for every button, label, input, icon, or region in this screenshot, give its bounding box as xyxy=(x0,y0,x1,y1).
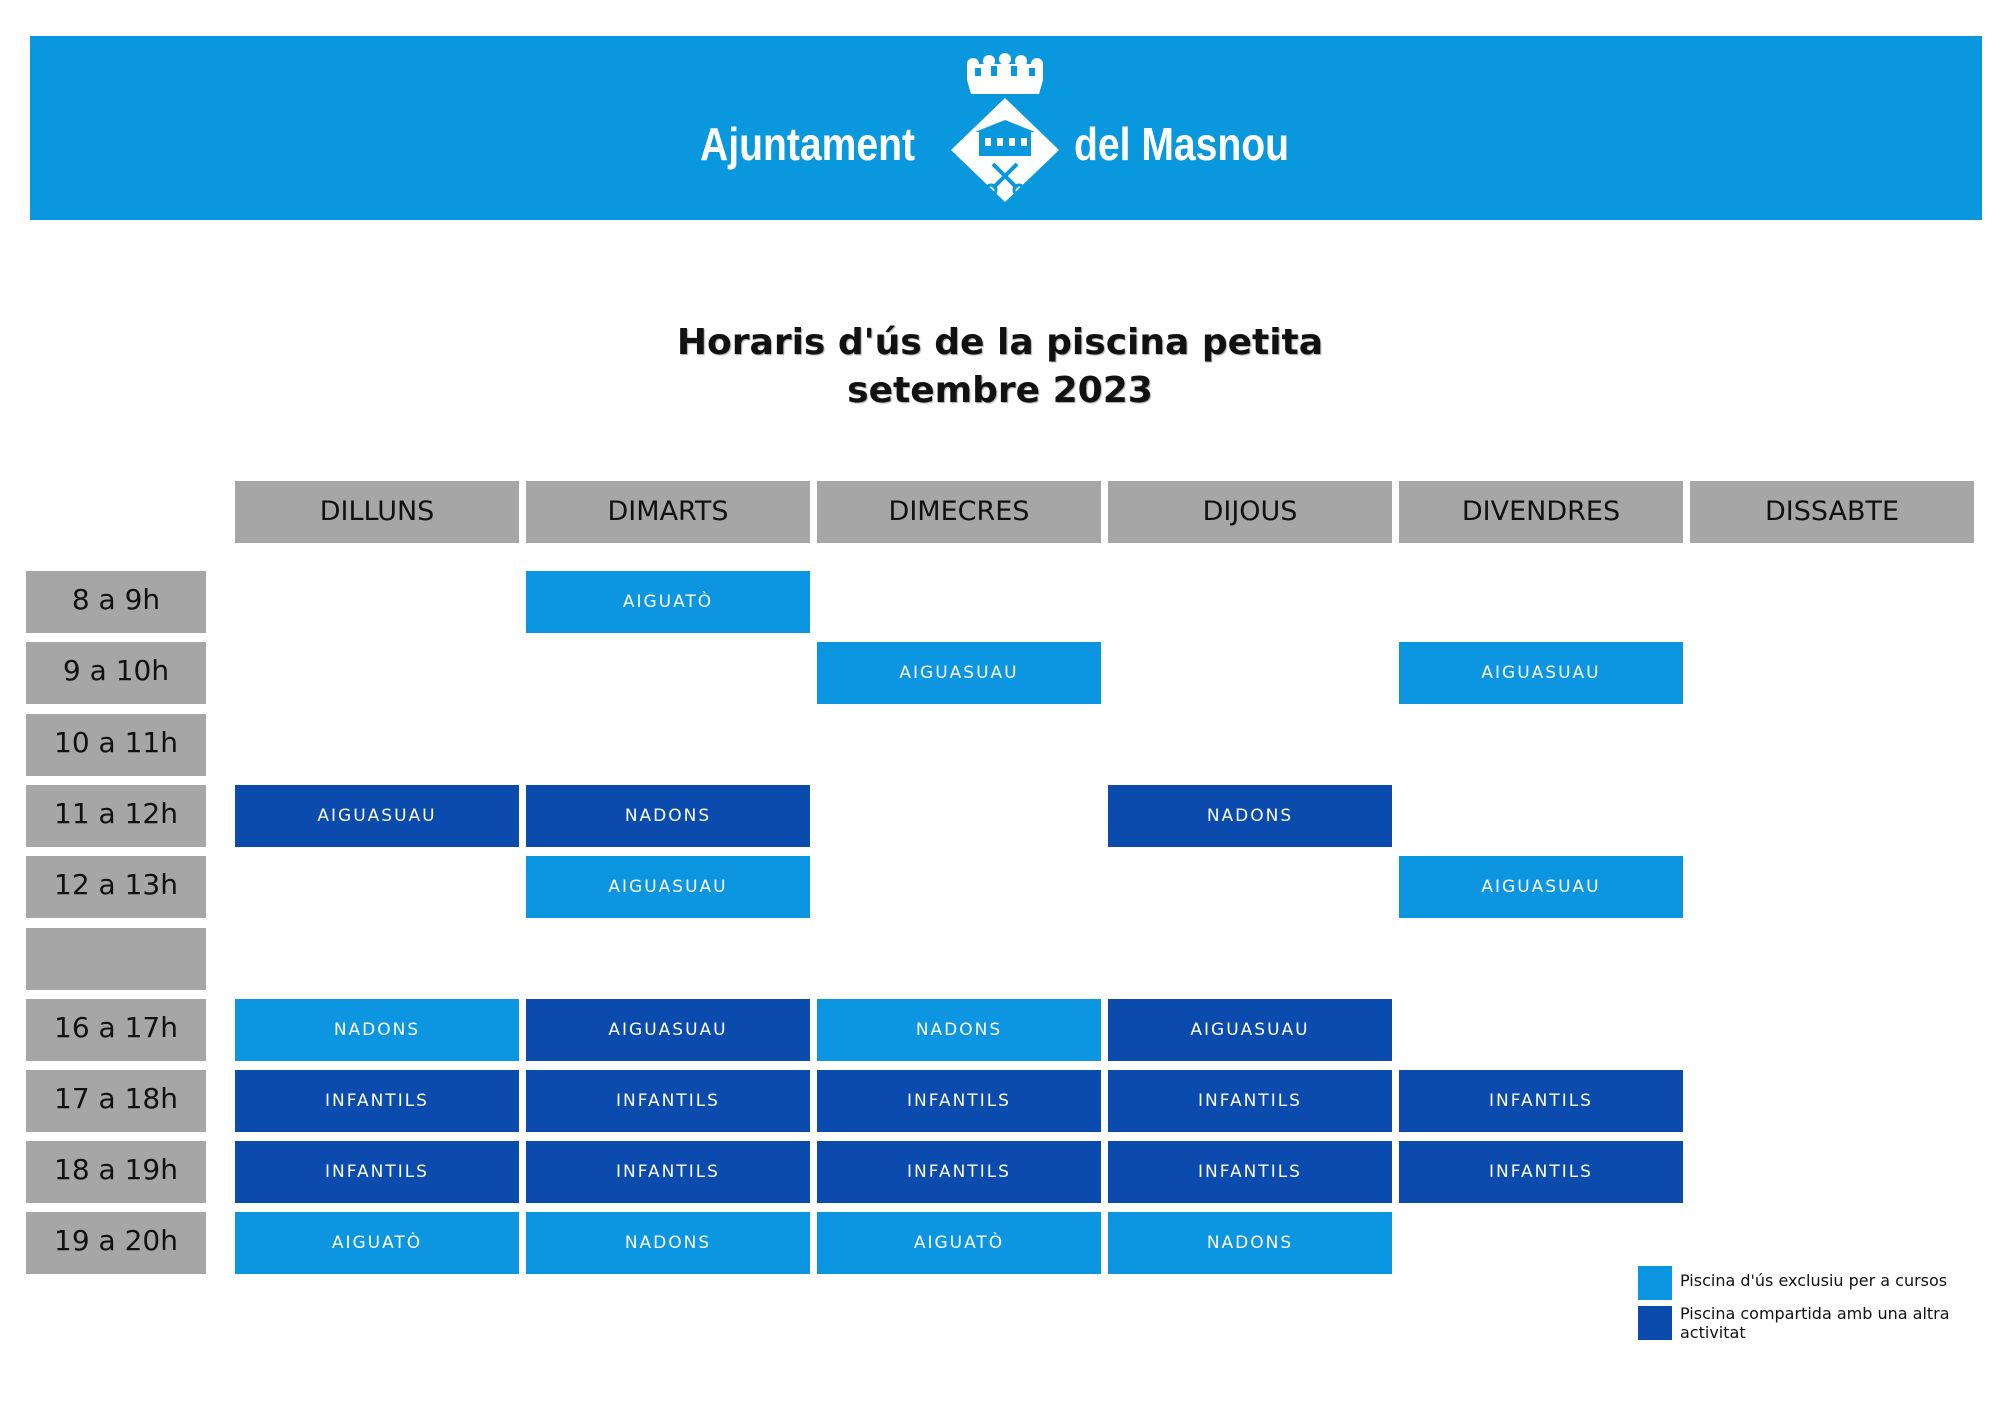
day-header: DIVENDRES xyxy=(1399,481,1683,543)
schedule-slot: INFANTILS xyxy=(235,1141,519,1203)
schedule-slot: AIGUASUAU xyxy=(235,785,519,847)
time-label: 10 a 11h xyxy=(26,714,206,776)
time-label: 19 a 20h xyxy=(26,1212,206,1274)
time-label: 8 a 9h xyxy=(26,571,206,633)
legend-label-exclusive: Piscina d'ús exclusiu per a cursos xyxy=(1680,1271,1948,1290)
time-label xyxy=(26,928,206,990)
day-header: DISSABTE xyxy=(1690,481,1974,543)
brand-name-left: Ajuntament xyxy=(700,118,916,170)
time-label: 17 a 18h xyxy=(26,1070,206,1132)
schedule-slot: AIGUASUAU xyxy=(526,856,810,918)
schedule-slot: AIGUATÒ xyxy=(817,1212,1101,1274)
legend-swatch-shared xyxy=(1638,1306,1672,1340)
day-header: DIJOUS xyxy=(1108,481,1392,543)
legend-label-shared: Piscina compartida amb una altra activitat xyxy=(1680,1304,1950,1342)
schedule-slot: AIGUASUAU xyxy=(526,999,810,1061)
town-crest-icon xyxy=(945,52,1065,204)
schedule-slot: INFANTILS xyxy=(1108,1070,1392,1132)
day-header: DILLUNS xyxy=(235,481,519,543)
schedule-slot: NADONS xyxy=(526,1212,810,1274)
schedule-slot: AIGUASUAU xyxy=(817,642,1101,704)
brand-name-right: del Masnou xyxy=(1074,118,1290,170)
schedule-slot: AIGUATÒ xyxy=(526,571,810,633)
legend-swatch-exclusive xyxy=(1638,1266,1672,1300)
schedule-slot: NADONS xyxy=(526,785,810,847)
page-subtitle: setembre 2023 xyxy=(847,370,1153,411)
day-header: DIMARTS xyxy=(526,481,810,543)
page-title: Horaris d'ús de la piscina petita xyxy=(676,322,1324,363)
schedule-slot: INFANTILS xyxy=(1108,1141,1392,1203)
schedule-slot: AIGUASUAU xyxy=(1108,999,1392,1061)
schedule-slot: INFANTILS xyxy=(1399,1141,1683,1203)
schedule-slot: INFANTILS xyxy=(817,1141,1101,1203)
schedule-slot: INFANTILS xyxy=(526,1070,810,1132)
time-label: 12 a 13h xyxy=(26,856,206,918)
schedule-slot: AIGUASUAU xyxy=(1399,642,1683,704)
schedule-slot: NADONS xyxy=(1108,785,1392,847)
time-label: 11 a 12h xyxy=(26,785,206,847)
time-label: 18 a 19h xyxy=(26,1141,206,1203)
schedule-slot: AIGUASUAU xyxy=(1399,856,1683,918)
schedule-slot: INFANTILS xyxy=(1399,1070,1683,1132)
schedule-slot: INFANTILS xyxy=(817,1070,1101,1132)
schedule-slot: NADONS xyxy=(235,999,519,1061)
schedule-slot: INFANTILS xyxy=(526,1141,810,1203)
schedule-slot: NADONS xyxy=(817,999,1101,1061)
time-label: 16 a 17h xyxy=(26,999,206,1061)
day-header: DIMECRES xyxy=(817,481,1101,543)
time-label: 9 a 10h xyxy=(26,642,206,704)
schedule-slot: AIGUATÒ xyxy=(235,1212,519,1274)
schedule-slot: NADONS xyxy=(1108,1212,1392,1274)
schedule-slot: INFANTILS xyxy=(235,1070,519,1132)
